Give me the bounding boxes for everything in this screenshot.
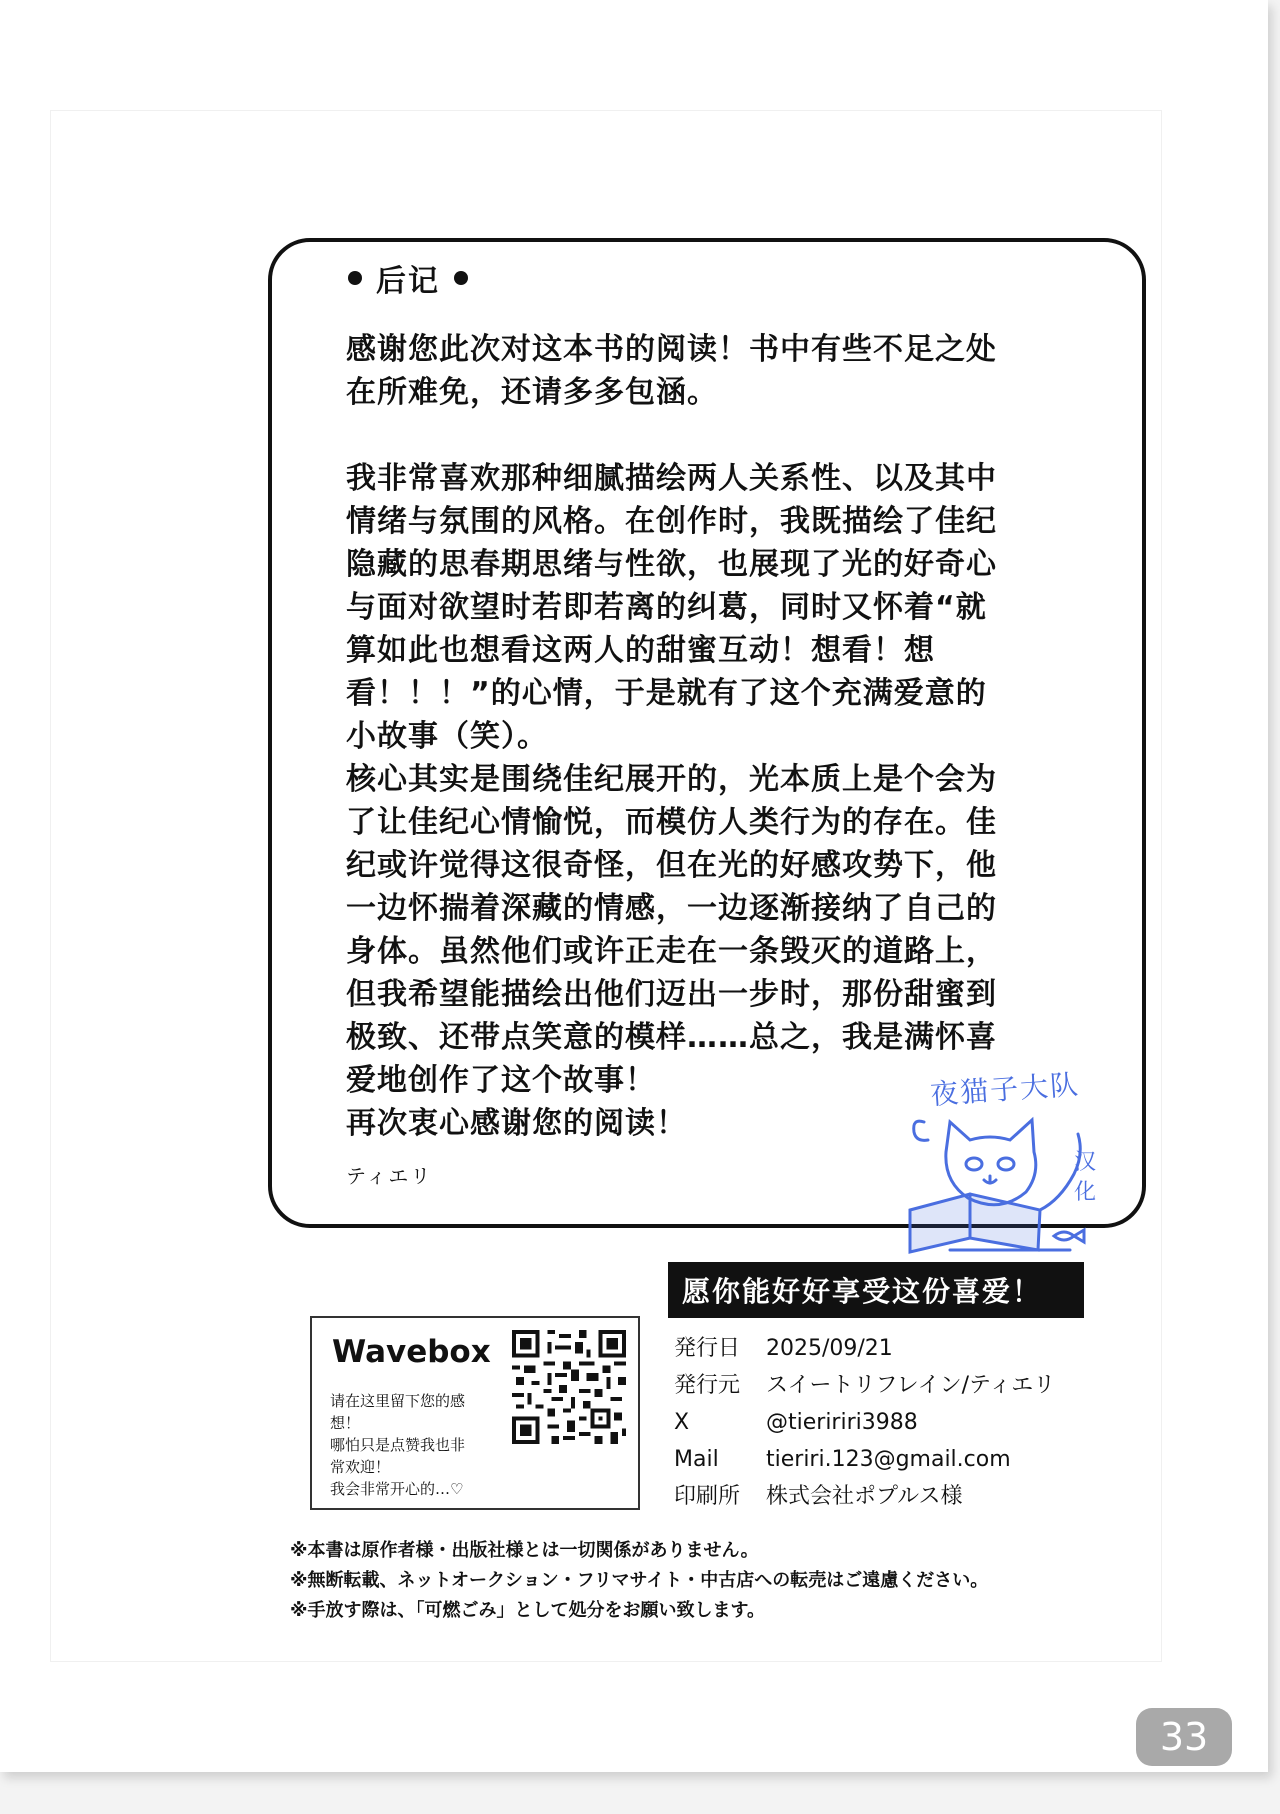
afterword-line: 在所难免，还请多多包涵。 [346, 375, 718, 410]
afterword-title: 后记 [376, 264, 440, 299]
colophon-value: 株式会社ポプルス様 [766, 1484, 963, 1509]
afterword-line: 一边怀揣着深藏的情感，一边逐渐接纳了自己的 [346, 891, 997, 926]
afterword-line: 纪或许觉得这很奇怪，但在光的好感攻势下，他 [346, 848, 997, 883]
bullet-dot-icon [348, 271, 362, 285]
colophon-value: @tieririri3988 [766, 1410, 918, 1435]
afterword-line: 看！！！”的心情，于是就有了这个充满爱意的 [346, 676, 987, 711]
afterword-line: 了让佳纪心情愉悦，而模仿人类行为的存在。佳 [346, 805, 997, 840]
afterword-body [346, 328, 1094, 1145]
afterword-line: 但我希望能描绘出他们迈出一步时，那份甜蜜到 [346, 977, 997, 1012]
translator-stamp [890, 1060, 1126, 1270]
legal-note: ※手放す際は、「可燃ごみ」として処分をお願い致します。 [290, 1600, 766, 1621]
wavebox-title: Wavebox [332, 1334, 491, 1370]
afterword-line: 我非常喜欢那种细腻描绘两人关系性、以及其中 [346, 461, 997, 496]
legal-notes [290, 1536, 1110, 1626]
afterword-line: 隐藏的思春期思绪与性欲，也展现了光的好奇心 [346, 547, 997, 582]
colophon-row [674, 1404, 1114, 1441]
colophon-row [674, 1367, 1114, 1404]
colophon-key: X [674, 1410, 690, 1435]
colophon-row [674, 1441, 1114, 1478]
colophon-key: 発行元 [674, 1373, 741, 1398]
legal-note: ※本書は原作者様・出版社様とは一切関係がありません。 [290, 1540, 759, 1561]
colophon [674, 1330, 1114, 1515]
afterword-line: 极致、还带点笑意的模样……总之，我是满怀喜 [346, 1020, 997, 1055]
legal-note: ※無断転載、ネットオークション・フリマサイト・中古店への転売はご遠慮ください。 [290, 1570, 989, 1591]
qr-code-icon[interactable] [512, 1330, 626, 1444]
afterword-signature: ティエリ [346, 1164, 433, 1188]
colophon-value: 2025/09/21 [766, 1336, 893, 1361]
afterword-line: 再次衷心感谢您的阅读！ [346, 1106, 687, 1141]
colophon-row [674, 1478, 1114, 1515]
colophon-value: スイートリフレイン/ティエリ [766, 1373, 1056, 1398]
colophon-key: 発行日 [674, 1336, 741, 1361]
afterword-line: 算如此也想看这两人的甜蜜互动！想看！想 [346, 633, 935, 668]
colophon-value: tieriri.123@gmail.com [766, 1447, 1011, 1472]
wavebox-line: 我会非常开心的…♡ [330, 1480, 464, 1498]
paragraph-gap [346, 414, 1094, 457]
page-number-badge: 33 [1136, 1708, 1232, 1766]
afterword-line: 核心其实是围绕佳纪展开的，光本质上是个会为 [346, 762, 997, 797]
afterword-heading [348, 256, 468, 300]
bullet-dot-icon [454, 271, 468, 285]
colophon-row [674, 1330, 1114, 1367]
afterword-line: 与面对欲望时若即若离的纠葛，同时又怀着“就 [346, 590, 987, 625]
afterword-line: 小故事（笑）。 [346, 719, 548, 754]
closing-banner: 愿你能好好享受这份喜爱！ [668, 1262, 1084, 1318]
afterword-line: 爱地创作了这个故事！ [346, 1063, 656, 1098]
wavebox-line: 想！ [330, 1414, 361, 1432]
wavebox-line: 请在这里留下您的感 [330, 1392, 466, 1410]
afterword-line: 身体。虽然他们或许正走在一条毁灭的道路上， [346, 934, 997, 969]
stamp-text: 夜猫子大队 [929, 1067, 1082, 1112]
colophon-key: 印刷所 [674, 1484, 741, 1509]
afterword-line: 情绪与氛围的风格。在创作时，我既描绘了佳纪 [346, 504, 997, 539]
stamp-side-text: 汉化 [1074, 1150, 1097, 1205]
colophon-key: Mail [674, 1447, 719, 1472]
wavebox-line: 哪怕只是点赞我也非 [330, 1436, 466, 1454]
wavebox-panel [310, 1316, 640, 1510]
cat-reading-icon [890, 1060, 1126, 1270]
wavebox-line: 常欢迎！ [330, 1458, 391, 1476]
afterword-line: 感谢您此次对这本书的阅读！书中有些不足之处 [346, 332, 997, 367]
wavebox-message [330, 1390, 510, 1500]
